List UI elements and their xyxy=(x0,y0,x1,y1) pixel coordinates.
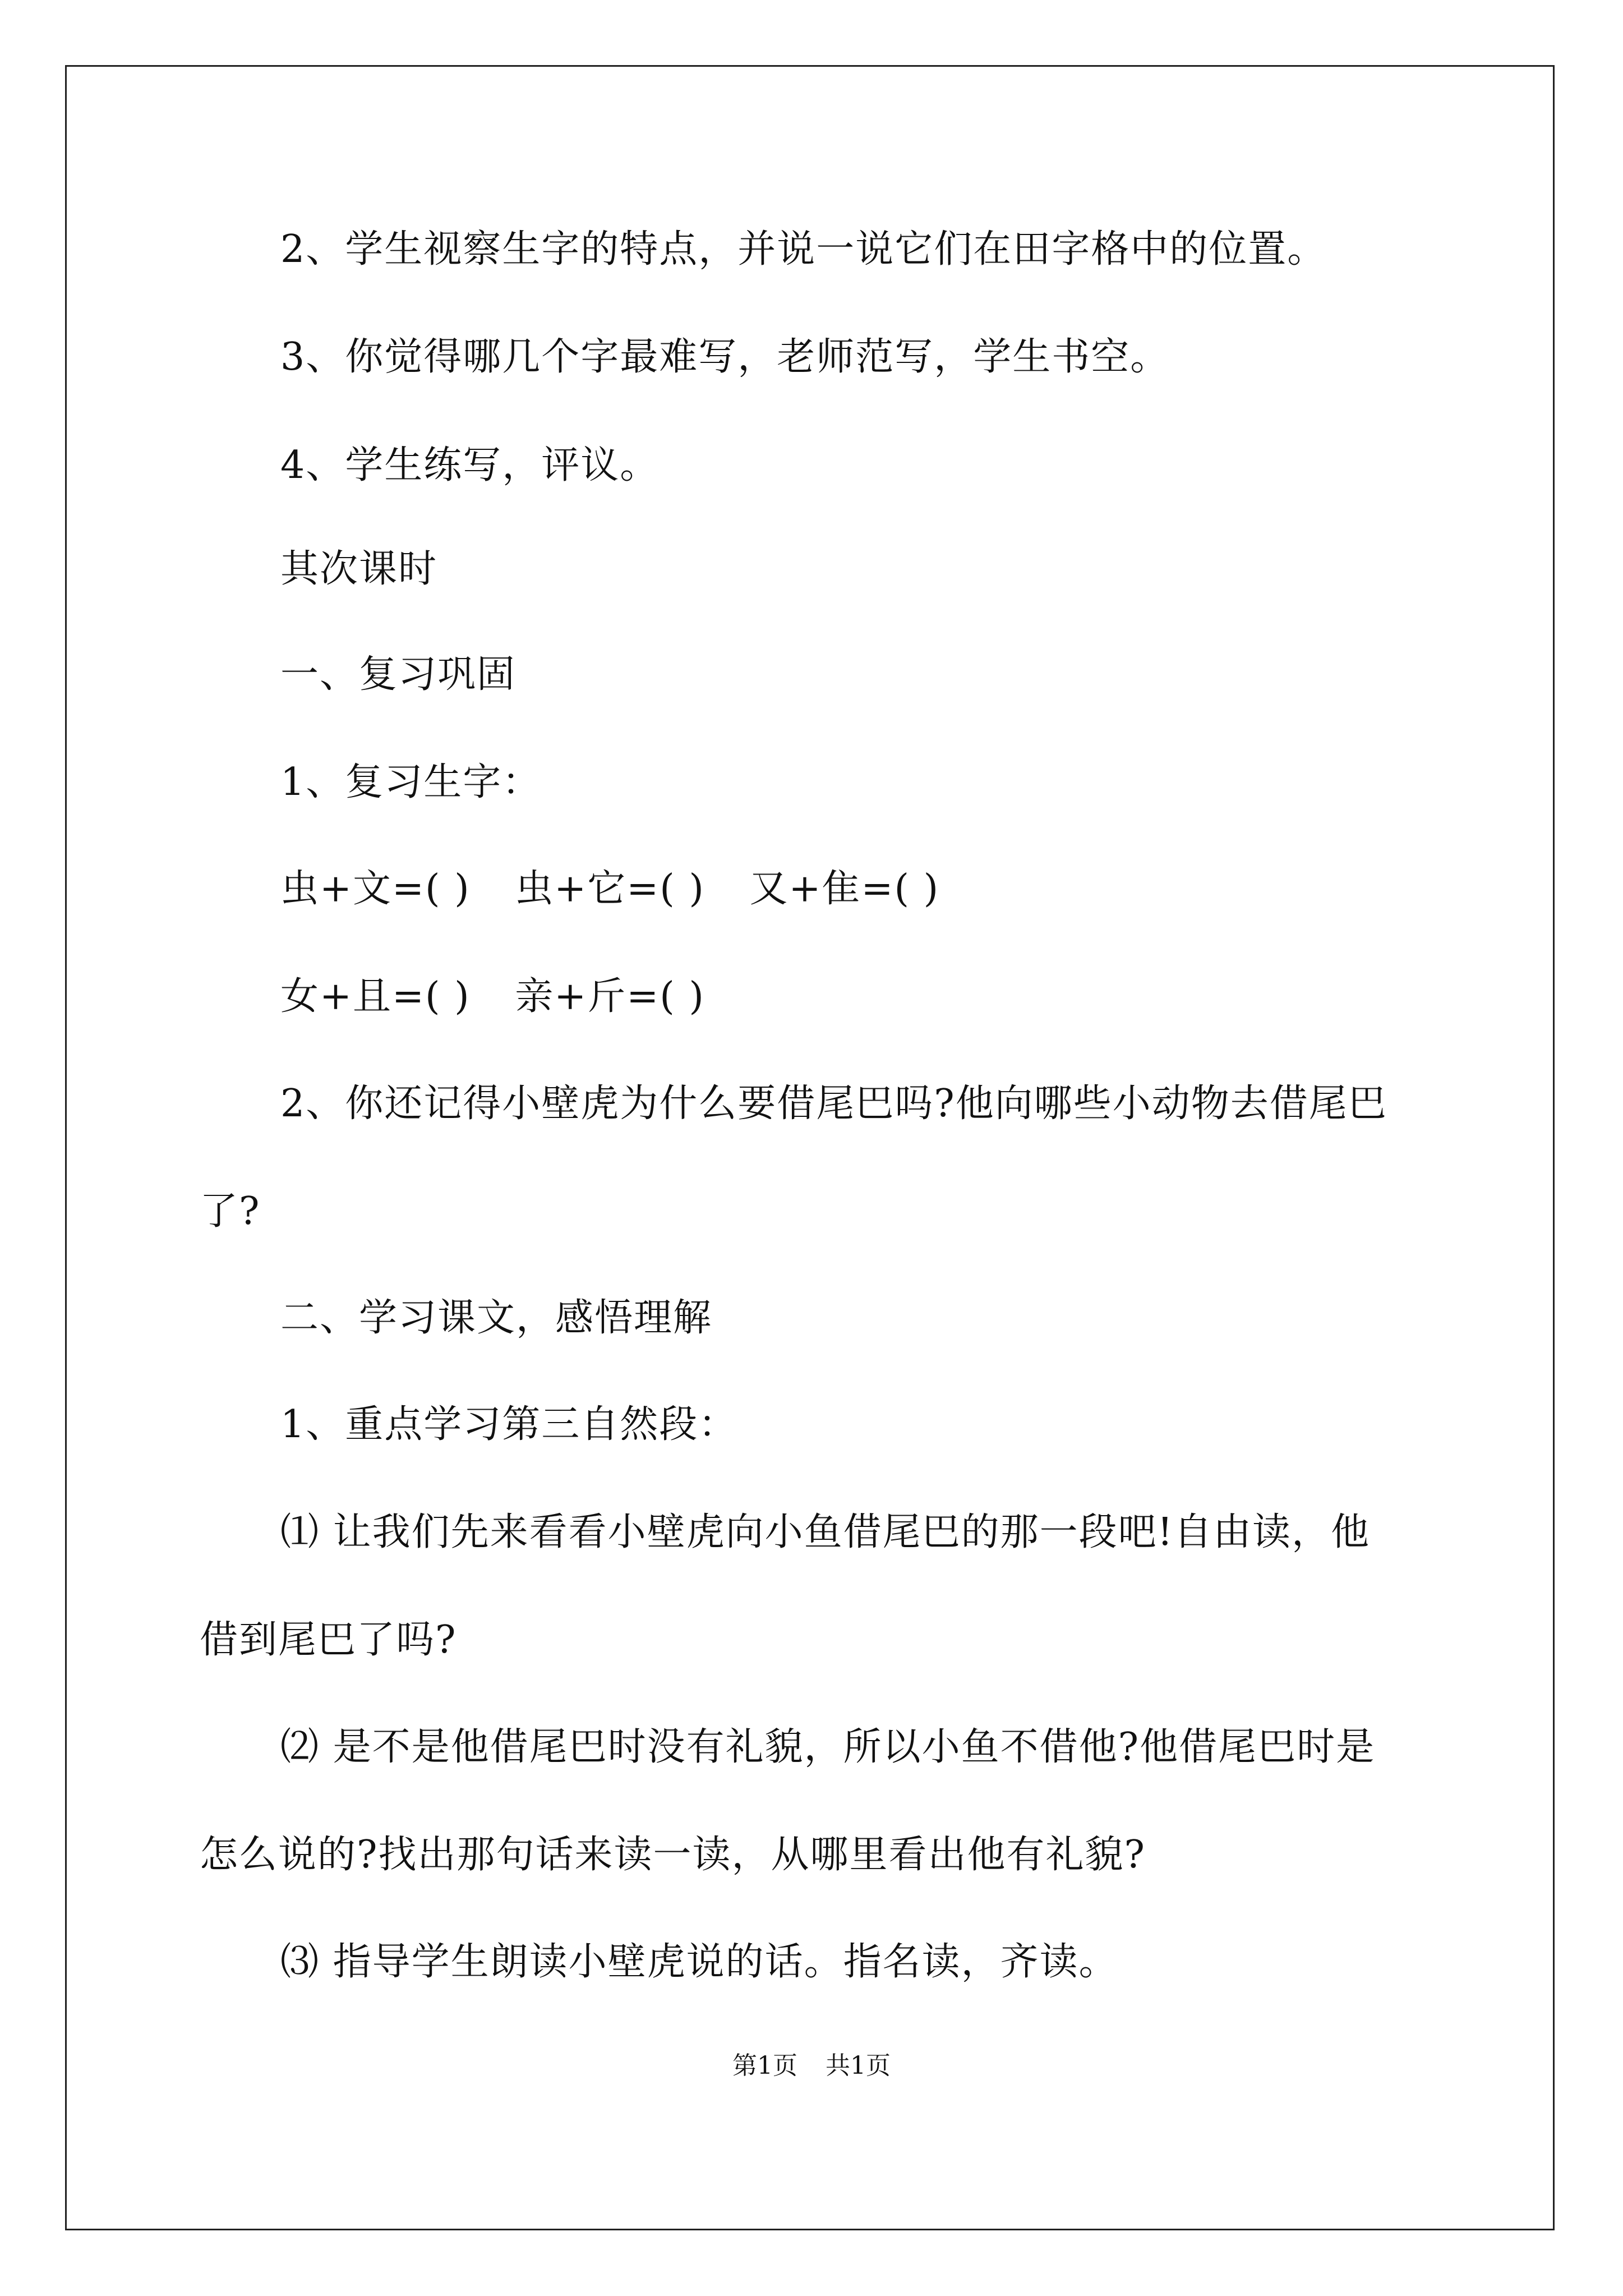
section-heading-second-lesson: 其次课时 xyxy=(280,547,438,591)
text-line-question-cont: 了? xyxy=(200,1189,261,1234)
section-heading-review: 一、复习巩固 xyxy=(280,652,517,697)
text-line-review-characters: 1、复习生字： xyxy=(280,760,542,804)
text-line-item-2-cont: 怎么说的?找出那句话来读一读，从哪里看出他有礼貌? xyxy=(200,1833,1146,1877)
formula-item: 女+且=( ) xyxy=(280,974,471,1019)
page-border xyxy=(65,65,1555,2230)
section-heading-learn-text: 二、学习课文，感悟理解 xyxy=(280,1296,713,1340)
page-number: 第1页 xyxy=(732,2051,797,2080)
text-line-question: 2、你还记得小壁虎为什么要借尾巴吗?他向哪些小动物去借尾巴 xyxy=(280,1082,1387,1126)
formula-item: 亲+斤=( ) xyxy=(515,974,705,1019)
formula-item: 虫+它=( ) xyxy=(515,867,705,911)
text-line-2: 3、你觉得哪几个字最难写，老师范写，学生书空。 xyxy=(280,335,1170,379)
text-line-item-2: ⑵ 是不是他借尾巴时没有礼貌，所以小鱼不借他?他借尾巴时是 xyxy=(280,1725,1376,1769)
text-line-focus-paragraph: 1、重点学习第三自然段： xyxy=(280,1402,738,1447)
text-line-item-1: ⑴ 让我们先来看看小壁虎向小鱼借尾巴的那一段吧!自由读，他 xyxy=(280,1510,1370,1554)
text-line-3: 4、学生练写，评议。 xyxy=(280,443,660,487)
text-line-item-3: ⑶ 指导学生朗读小壁虎说的话。指名读，齐读。 xyxy=(280,1940,1118,1984)
text-line-item-1-cont: 借到尾巴了吗? xyxy=(200,1618,457,1662)
formula-item: 虫+文=( ) xyxy=(280,867,471,911)
formula-row-1 xyxy=(280,867,971,912)
formula-item: 又+隹=( ) xyxy=(749,867,940,911)
formula-row-2 xyxy=(280,974,736,1019)
total-pages: 共1页 xyxy=(826,2051,891,2080)
text-line-1: 2、学生视察生字的特点，并说一说它们在田字格中的位置。 xyxy=(280,227,1327,272)
page-footer xyxy=(0,2050,1623,2082)
